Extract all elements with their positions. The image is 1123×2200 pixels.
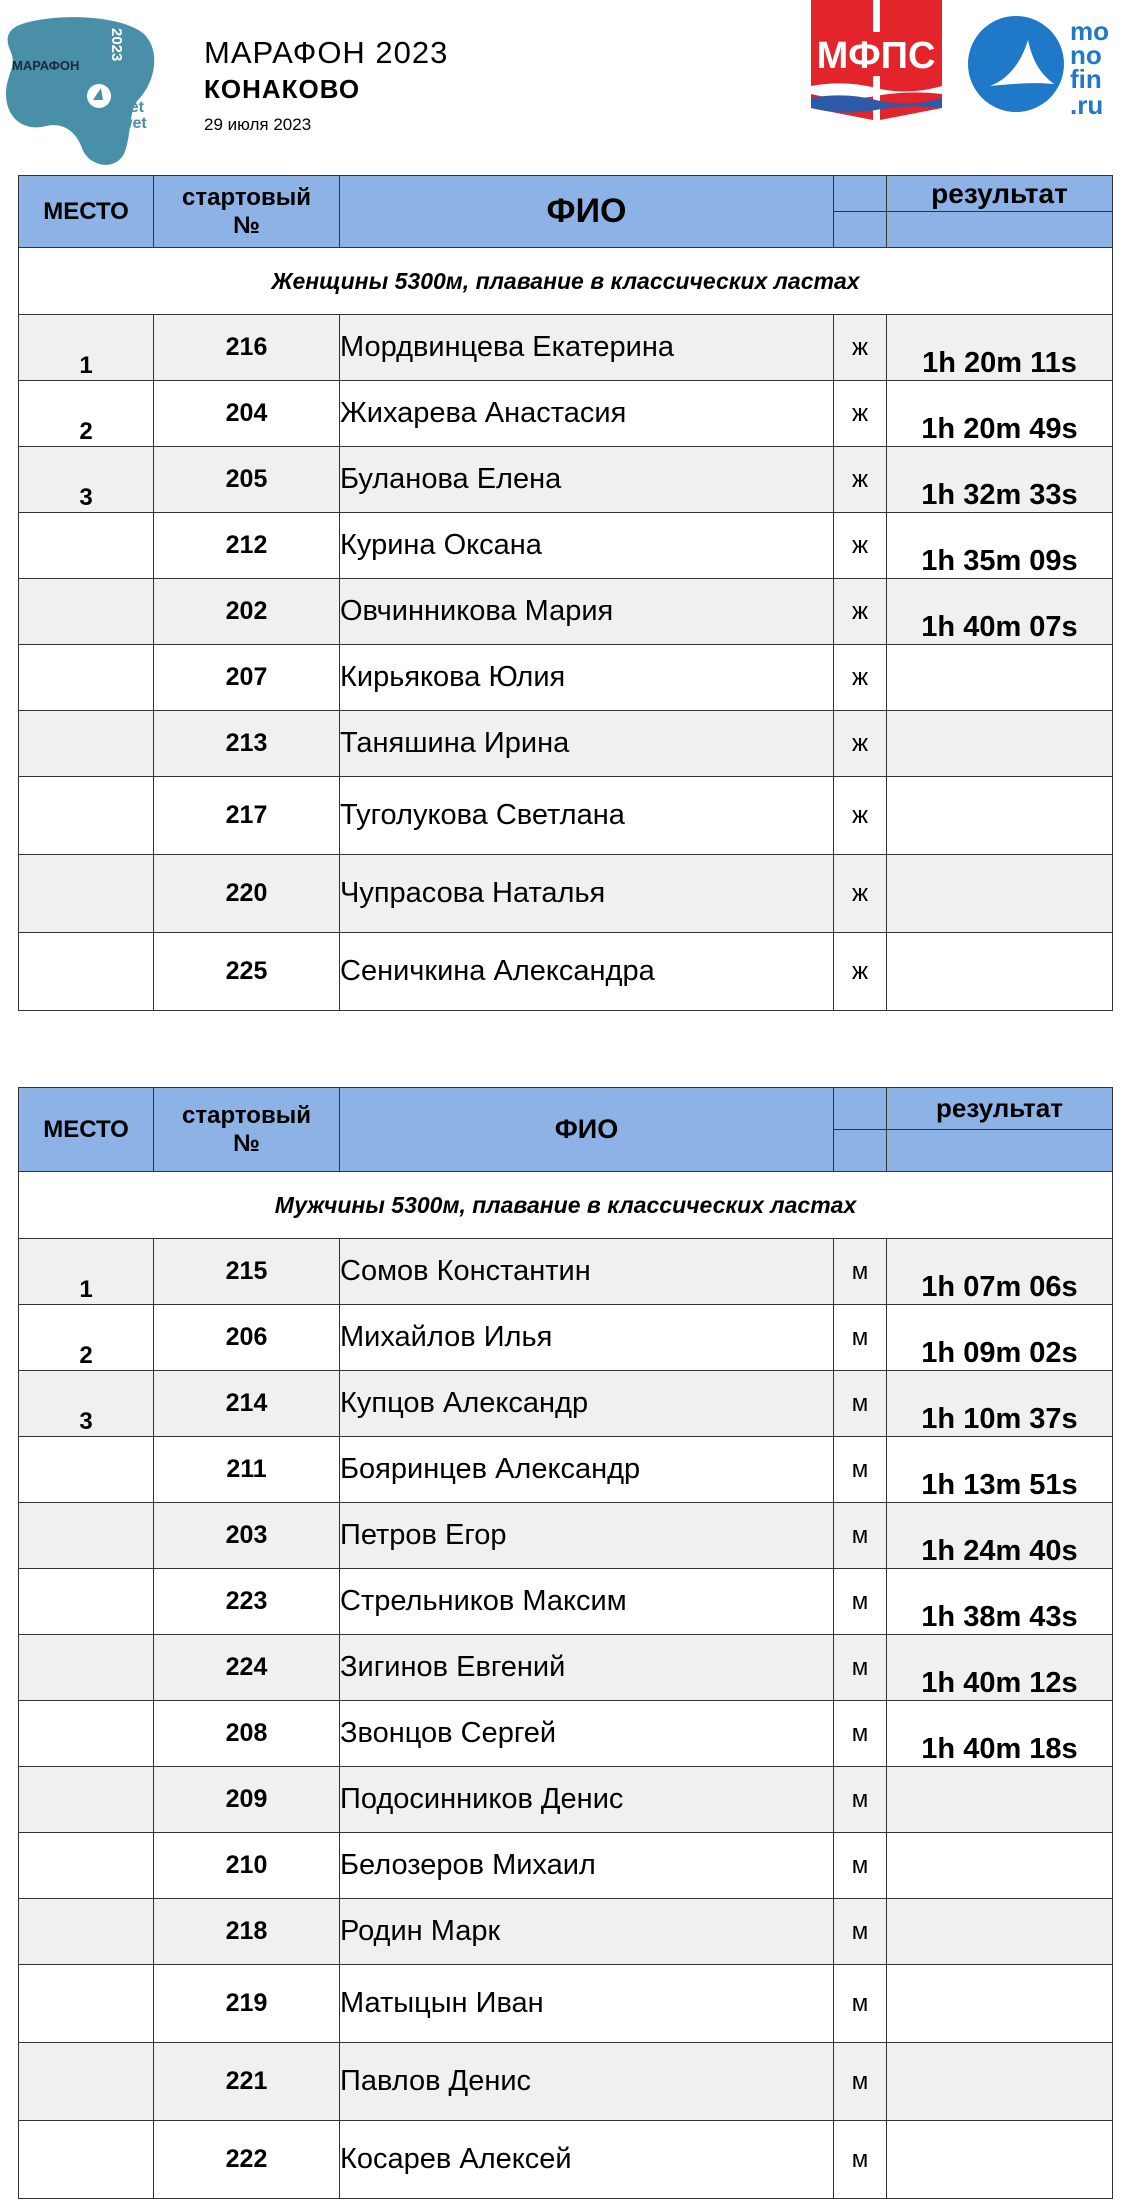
sex-cell: м [834, 2121, 887, 2199]
place-cell [19, 777, 154, 855]
start-number-cell: 203 [154, 1503, 340, 1569]
svg-text:no: no [1070, 40, 1102, 70]
table-row [19, 2121, 1113, 2199]
result-time-cell: 1h 40m 18s [887, 1701, 1113, 1767]
sex-cell: м [834, 1503, 887, 1569]
table-row [19, 1767, 1113, 1833]
result-time-cell: 1h 38m 43s [887, 1569, 1113, 1635]
place-cell [19, 1833, 154, 1899]
table-row [19, 513, 1113, 579]
name-cell: Сеничкина Александра [340, 933, 834, 1011]
marathon-logo-icon [4, 14, 160, 170]
sex-cell: м [834, 1899, 887, 1965]
place-cell [19, 513, 154, 579]
table-row [19, 1305, 1113, 1371]
name-cell: Сомов Константин [340, 1239, 834, 1305]
marathon-logo [4, 14, 160, 170]
header-name: ФИО [340, 176, 834, 248]
header-start-number: стартовый № [154, 176, 340, 248]
start-number-cell: 223 [154, 1569, 340, 1635]
start-number-cell: 210 [154, 1833, 340, 1899]
mfps-logo-icon [811, 0, 942, 126]
table-row [19, 1965, 1113, 2043]
result-time-cell [887, 2121, 1113, 2199]
result-time-cell: 1h 40m 07s [887, 579, 1113, 645]
result-time-cell [887, 1767, 1113, 1833]
header-result: результат [887, 176, 1113, 212]
start-number-cell: 204 [154, 381, 340, 447]
event-date: 29 июля 2023 [204, 115, 312, 134]
name-cell: Буланова Елена [340, 447, 834, 513]
name-cell: Туголукова Светлана [340, 777, 834, 855]
result-time-cell: 1h 07m 06s [887, 1239, 1113, 1305]
name-cell: Подосинников Денис [340, 1767, 834, 1833]
page-header [0, 0, 1123, 170]
sex-cell: ж [834, 933, 887, 1011]
place-cell [19, 2043, 154, 2121]
table-row [19, 447, 1113, 513]
sex-cell: ж [834, 579, 887, 645]
name-cell: Таняшина Ирина [340, 711, 834, 777]
start-number-cell: 221 [154, 2043, 340, 2121]
result-time-cell: 1h 20m 49s [887, 381, 1113, 447]
start-number-cell: 207 [154, 645, 340, 711]
table-row [19, 1371, 1113, 1437]
header-sex-bottom [834, 1130, 887, 1172]
place-cell: 3 [19, 1371, 154, 1437]
table-row [19, 1437, 1113, 1503]
table-row [19, 1635, 1113, 1701]
place-cell [19, 579, 154, 645]
sex-cell: м [834, 1833, 887, 1899]
name-cell: Михайлов Илья [340, 1305, 834, 1371]
header-sex-top [834, 1088, 887, 1130]
event-title: МАРАФОН 2023 [204, 35, 449, 70]
start-number-cell: 205 [154, 447, 340, 513]
header-start-number: стартовый № [154, 1088, 340, 1172]
sex-cell: м [834, 1569, 887, 1635]
sex-cell: м [834, 1305, 887, 1371]
start-number-cell: 213 [154, 711, 340, 777]
place-cell [19, 933, 154, 1011]
monofin-logo [966, 14, 1123, 118]
start-number-cell: 208 [154, 1701, 340, 1767]
header-sex-top [834, 176, 887, 212]
table-row [19, 1239, 1113, 1305]
start-number-cell: 211 [154, 1437, 340, 1503]
svg-text:fin: fin [1070, 64, 1102, 94]
sex-cell: ж [834, 513, 887, 579]
name-cell: Кирьякова Юлия [340, 645, 834, 711]
place-cell [19, 711, 154, 777]
header-result-bottom [887, 1130, 1113, 1172]
category-title: Женщины 5300м, плавание в классических ластах [19, 248, 1113, 315]
name-cell: Мордвинцева Екатерина [340, 315, 834, 381]
place-cell [19, 1899, 154, 1965]
result-time-cell: 1h 13m 51s [887, 1437, 1113, 1503]
svg-text:mo: mo [1070, 16, 1109, 46]
start-number-cell: 217 [154, 777, 340, 855]
table-row [19, 1899, 1113, 1965]
result-time-cell [887, 1833, 1113, 1899]
place-cell [19, 2121, 154, 2199]
women-results-body [19, 315, 1113, 1011]
result-time-cell [887, 855, 1113, 933]
table-row [19, 579, 1113, 645]
place-cell: 1 [19, 1239, 154, 1305]
name-cell: Павлов Денис [340, 2043, 834, 2121]
sex-cell: ж [834, 447, 887, 513]
start-number-cell: 212 [154, 513, 340, 579]
category-row [19, 248, 1113, 315]
table-row [19, 1833, 1113, 1899]
result-time-cell [887, 645, 1113, 711]
sex-cell: м [834, 1239, 887, 1305]
start-number-cell: 216 [154, 315, 340, 381]
header-name: ФИО [340, 1088, 834, 1172]
start-number-cell: 219 [154, 1965, 340, 2043]
place-cell [19, 1503, 154, 1569]
result-time-cell: 1h 10m 37s [887, 1371, 1113, 1437]
header-place: МЕСТО [19, 176, 154, 248]
table-row [19, 855, 1113, 933]
table-header-row [19, 1088, 1113, 1130]
svg-text:get: get [120, 99, 144, 116]
sex-cell: м [834, 1767, 887, 1833]
result-time-cell: 1h 40m 12s [887, 1635, 1113, 1701]
place-cell: 3 [19, 447, 154, 513]
name-cell: Овчинникова Мария [340, 579, 834, 645]
sex-cell: м [834, 2043, 887, 2121]
name-cell: Белозеров Михаил [340, 1833, 834, 1899]
name-cell: Чупрасова Наталья [340, 855, 834, 933]
result-time-cell: 1h 09m 02s [887, 1305, 1113, 1371]
sex-cell: ж [834, 381, 887, 447]
men-results-body [19, 1239, 1113, 2199]
women-results-table [18, 175, 1113, 1011]
place-cell [19, 1701, 154, 1767]
result-time-cell [887, 2043, 1113, 2121]
sex-cell: м [834, 1701, 887, 1767]
table-row [19, 645, 1113, 711]
svg-text:МАРАФОН: МАРАФОН [12, 58, 80, 73]
place-cell: 1 [19, 315, 154, 381]
table-row [19, 1701, 1113, 1767]
table-row [19, 1503, 1113, 1569]
mfps-logo [811, 0, 942, 126]
place-cell [19, 1635, 154, 1701]
result-time-cell [887, 1899, 1113, 1965]
name-cell: Звонцов Сергей [340, 1701, 834, 1767]
svg-text:2023: 2023 [108, 28, 125, 62]
sex-cell: ж [834, 315, 887, 381]
name-cell: Стрельников Максим [340, 1569, 834, 1635]
sex-cell: ж [834, 777, 887, 855]
place-cell [19, 1569, 154, 1635]
name-cell: Курина Оксана [340, 513, 834, 579]
table-header-row [19, 176, 1113, 212]
result-time-cell [887, 777, 1113, 855]
category-title: Мужчины 5300м, плавание в классических ластах [19, 1172, 1113, 1239]
start-number-cell: 206 [154, 1305, 340, 1371]
start-number-cell: 214 [154, 1371, 340, 1437]
start-number-cell: 209 [154, 1767, 340, 1833]
result-time-cell: 1h 32m 33s [887, 447, 1113, 513]
name-cell: Бояринцев Александр [340, 1437, 834, 1503]
start-number-cell: 222 [154, 2121, 340, 2199]
table-row [19, 315, 1113, 381]
start-number-cell: 215 [154, 1239, 340, 1305]
sex-cell: ж [834, 711, 887, 777]
result-time-cell: 1h 35m 09s [887, 513, 1113, 579]
place-cell [19, 1767, 154, 1833]
monofin-logo-icon [966, 14, 1123, 118]
svg-text:.ru: .ru [1070, 90, 1104, 118]
header-result: результат [887, 1088, 1113, 1130]
table-row [19, 933, 1113, 1011]
name-cell: Косарев Алексей [340, 2121, 834, 2199]
event-location: КОНАКОВО [204, 74, 361, 104]
place-cell [19, 1437, 154, 1503]
name-cell: Зигинов Евгений [340, 1635, 834, 1701]
table-row [19, 711, 1113, 777]
place-cell [19, 855, 154, 933]
svg-text:wet: wet [120, 115, 147, 132]
table-row [19, 1569, 1113, 1635]
sex-cell: м [834, 1965, 887, 2043]
table-row [19, 2043, 1113, 2121]
sex-cell: м [834, 1437, 887, 1503]
men-results-table [18, 1087, 1113, 2199]
name-cell: Петров Егор [340, 1503, 834, 1569]
start-number-cell: 224 [154, 1635, 340, 1701]
sex-cell: ж [834, 645, 887, 711]
start-number-cell: 225 [154, 933, 340, 1011]
place-cell [19, 1965, 154, 2043]
name-cell: Матыцын Иван [340, 1965, 834, 2043]
category-row [19, 1172, 1113, 1239]
svg-text:МФПС: МФПС [816, 35, 936, 77]
header-place: МЕСТО [19, 1088, 154, 1172]
name-cell: Купцов Александр [340, 1371, 834, 1437]
start-number-cell: 220 [154, 855, 340, 933]
place-cell [19, 645, 154, 711]
header-result-bottom [887, 212, 1113, 248]
result-time-cell [887, 711, 1113, 777]
result-time-cell [887, 1965, 1113, 2043]
sex-cell: ж [834, 855, 887, 933]
name-cell: Родин Марк [340, 1899, 834, 1965]
place-cell: 2 [19, 1305, 154, 1371]
result-time-cell [887, 933, 1113, 1011]
result-time-cell: 1h 24m 40s [887, 1503, 1113, 1569]
table-row [19, 381, 1113, 447]
header-sex-bottom [834, 212, 887, 248]
start-number-cell: 202 [154, 579, 340, 645]
sex-cell: м [834, 1635, 887, 1701]
event-title-block [204, 34, 448, 140]
result-time-cell: 1h 20m 11s [887, 315, 1113, 381]
name-cell: Жихарева Анастасия [340, 381, 834, 447]
sex-cell: м [834, 1371, 887, 1437]
start-number-cell: 218 [154, 1899, 340, 1965]
table-row [19, 777, 1113, 855]
place-cell: 2 [19, 381, 154, 447]
